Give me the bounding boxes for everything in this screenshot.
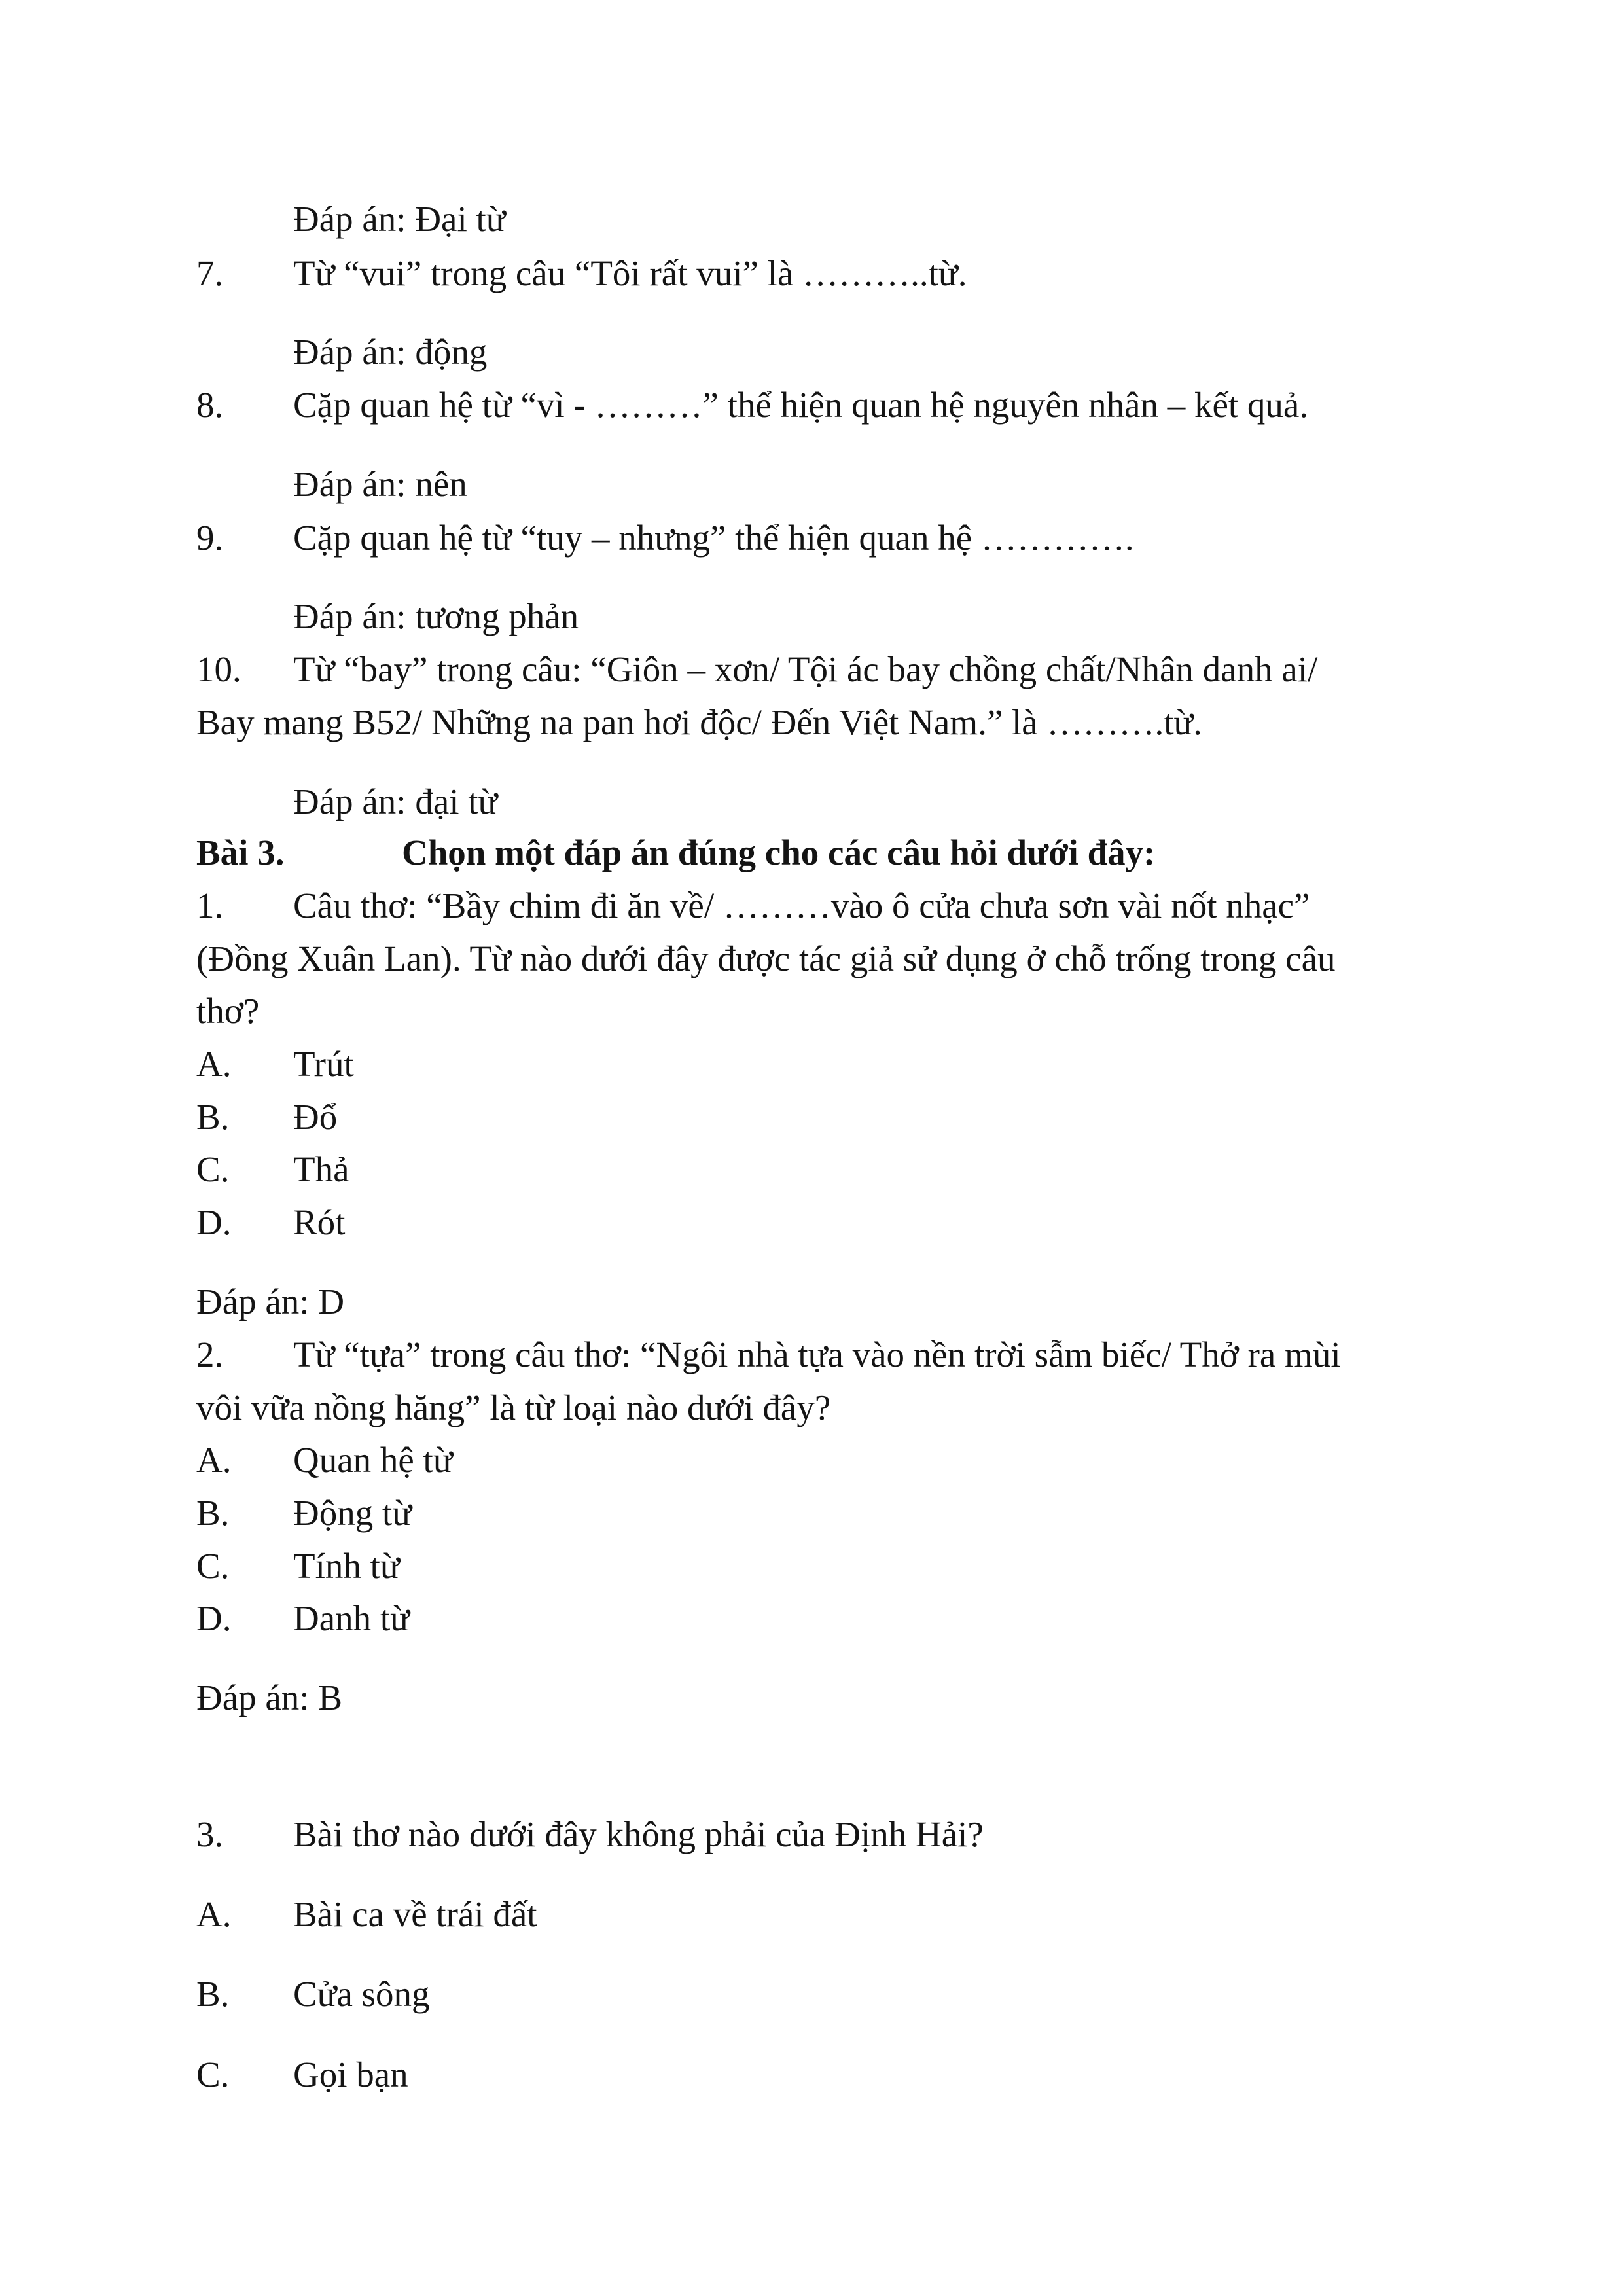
question-number: 7. <box>196 253 224 293</box>
option-letter: D. <box>196 1202 232 1242</box>
option-text: Thả <box>293 1149 349 1189</box>
question-text-continued: thơ? <box>196 991 260 1031</box>
question-text: Bài thơ nào dưới đây không phải của Định Hải? <box>293 1814 984 1854</box>
question-number: 8. <box>196 385 224 425</box>
option-letter: B. <box>196 1097 230 1137</box>
question-number: 10. <box>196 649 241 689</box>
section-number: Bài 3. <box>196 833 285 872</box>
answer-line: Đáp án: tương phản <box>293 596 579 636</box>
answer-line: Đáp án: B <box>196 1677 343 1717</box>
option-letter: B. <box>196 1493 230 1533</box>
option-text: Tính từ <box>293 1546 400 1586</box>
option-text: Quan hệ từ <box>293 1440 453 1480</box>
question-text: Từ “tựa” trong câu thơ: “Ngôi nhà tựa vào nền trời sẫm biếc/ Thở ra mùi <box>293 1335 1341 1374</box>
answer-line: Đáp án: động <box>293 332 488 372</box>
option-letter: C. <box>196 1149 230 1189</box>
option-letter: A. <box>196 1894 232 1934</box>
question-text: Câu thơ: “Bầy chim đi ăn về/ ………vào ô cửa chưa sơn vài nốt nhạc” <box>293 886 1310 925</box>
option-text: Danh từ <box>293 1598 410 1638</box>
answer-line: Đáp án: D <box>196 1282 345 1321</box>
question-number: 1. <box>196 886 224 925</box>
question-text-continued: vôi vữa nồng hăng” là từ loại nào dưới đây? <box>196 1388 831 1427</box>
option-text: Động từ <box>293 1493 412 1533</box>
answer-line: Đáp án: nên <box>293 464 467 504</box>
option-text: Cửa sông <box>293 1974 430 2014</box>
option-letter: B. <box>196 1974 230 2014</box>
question-text-continued: Bay mang B52/ Những na pan hơi độc/ Đến Việt Nam.” là ……….từ. <box>196 702 1203 742</box>
option-letter: A. <box>196 1044 232 1084</box>
answer-line: Đáp án: đại từ <box>293 781 498 821</box>
question-number: 9. <box>196 518 224 558</box>
option-letter: D. <box>196 1598 232 1638</box>
option-letter: A. <box>196 1440 232 1480</box>
question-number: 2. <box>196 1335 224 1374</box>
question-text: Cặp quan hệ từ “vì - ………” thể hiện quan hệ nguyên nhân – kết quả. <box>293 385 1309 425</box>
question-text: Từ “bay” trong câu: “Giôn – xơn/ Tội ác bay chồng chất/Nhân danh ai/ <box>293 649 1318 689</box>
question-text: Từ “vui” trong câu “Tôi rất vui” là ………..từ. <box>293 253 967 293</box>
option-text: Gọi bạn <box>293 2054 408 2094</box>
question-number: 3. <box>196 1814 224 1854</box>
option-text: Bài ca về trái đất <box>293 1894 537 1934</box>
option-letter: C. <box>196 1546 230 1586</box>
option-text: Đổ <box>293 1097 338 1137</box>
option-text: Trút <box>293 1044 354 1084</box>
question-text: Cặp quan hệ từ “tuy – nhưng” thể hiện quan hệ …………. <box>293 518 1134 558</box>
question-text-continued: (Đồng Xuân Lan). Từ nào dưới đây được tác giả sử dụng ở chỗ trống trong câu <box>196 939 1336 978</box>
answer-line: Đáp án: Đại từ <box>293 199 506 239</box>
section-title: Chọn một đáp án đúng cho các câu hỏi dưới đây: <box>402 833 1156 872</box>
option-text: Rót <box>293 1202 346 1242</box>
option-letter: C. <box>196 2054 230 2094</box>
